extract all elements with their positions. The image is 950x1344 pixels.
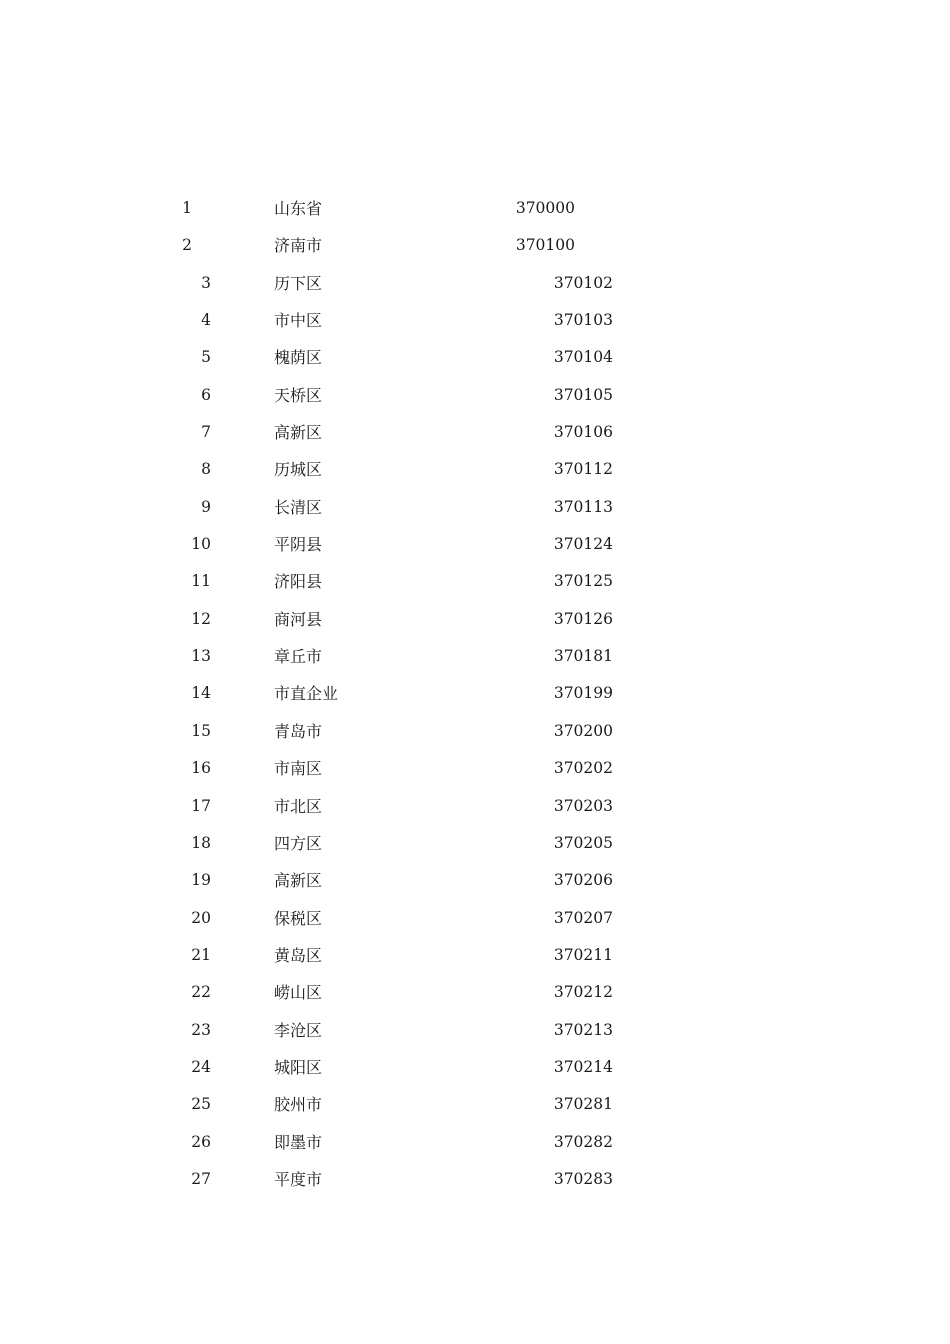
region-name: 济阳县 (274, 572, 323, 592)
table-row (0, 489, 950, 526)
region-code: 370200 (553, 721, 613, 740)
row-number: 10 (191, 535, 211, 554)
region-code: 370281 (553, 1095, 613, 1114)
region-code: 370213 (553, 1020, 613, 1039)
row-number: 15 (191, 721, 211, 740)
region-code: 370126 (553, 609, 613, 628)
row-number: 6 (201, 385, 211, 404)
table-row (0, 265, 950, 302)
region-name: 市南区 (274, 759, 323, 779)
row-number: 26 (191, 1132, 211, 1151)
region-name: 槐荫区 (274, 348, 323, 368)
table-row (0, 638, 950, 675)
table-row (0, 451, 950, 488)
row-number: 7 (201, 423, 211, 442)
region-code: 370211 (553, 945, 613, 964)
region-code: 370100 (515, 236, 575, 255)
region-name: 平阴县 (274, 535, 323, 555)
region-code: 370113 (553, 497, 613, 516)
row-number: 25 (191, 1095, 211, 1114)
region-code: 370112 (553, 460, 613, 479)
table-row (0, 414, 950, 451)
table-row (0, 1049, 950, 1086)
row-number: 23 (191, 1020, 211, 1039)
region-code: 370203 (553, 796, 613, 815)
row-number: 11 (191, 572, 211, 591)
table-row (0, 526, 950, 563)
region-code: 370125 (553, 572, 613, 591)
table-row (0, 563, 950, 600)
table-row (0, 675, 950, 712)
region-name: 山东省 (274, 199, 323, 218)
region-name: 市中区 (274, 311, 323, 331)
region-code: 370205 (553, 833, 613, 852)
row-number: 5 (201, 348, 211, 367)
table-row (0, 339, 950, 376)
region-code: 370106 (553, 423, 613, 442)
region-code: 370214 (553, 1057, 613, 1076)
region-name: 历下区 (274, 273, 323, 293)
row-number: 12 (191, 609, 211, 628)
region-name: 高新区 (274, 871, 323, 891)
region-name: 胶州市 (274, 1095, 323, 1115)
table-row (0, 825, 950, 862)
table-row (0, 601, 950, 638)
region-name: 济南市 (274, 236, 323, 256)
region-code: 370104 (553, 348, 613, 367)
region-code: 370103 (553, 311, 613, 330)
region-name: 李沧区 (274, 1020, 323, 1040)
row-number: 4 (201, 311, 211, 330)
region-name: 商河县 (274, 609, 323, 629)
table-row (0, 1161, 950, 1198)
region-code-table (0, 190, 950, 1198)
table-row (0, 900, 950, 937)
region-name: 四方区 (274, 833, 323, 853)
region-code: 370124 (553, 535, 613, 554)
row-number: 18 (191, 833, 211, 852)
table-row (0, 713, 950, 750)
table-row (0, 1012, 950, 1049)
region-code: 370283 (553, 1169, 613, 1188)
row-number: 19 (191, 871, 211, 890)
region-code: 370282 (553, 1132, 613, 1151)
region-name: 即墨市 (274, 1132, 323, 1152)
region-name: 市直企业 (274, 684, 339, 704)
region-code: 370207 (553, 908, 613, 927)
row-number: 16 (191, 759, 211, 778)
region-name: 天桥区 (274, 385, 323, 405)
region-code: 370105 (553, 385, 613, 404)
row-number: 22 (191, 983, 211, 1002)
region-name: 城阳区 (274, 1057, 323, 1077)
region-code: 370212 (553, 983, 613, 1002)
row-number: 14 (191, 684, 211, 703)
row-number: 27 (191, 1169, 211, 1188)
region-name: 平度市 (274, 1169, 323, 1189)
region-name: 青岛市 (274, 721, 323, 741)
table-row (0, 862, 950, 899)
region-name: 长清区 (274, 497, 323, 517)
region-name: 黄岛区 (274, 945, 323, 965)
region-name: 高新区 (274, 423, 323, 443)
region-code: 370181 (553, 647, 613, 666)
row-number: 13 (191, 647, 211, 666)
region-name: 市北区 (274, 796, 323, 816)
region-name: 崂山区 (274, 983, 323, 1003)
table-row (0, 377, 950, 414)
region-name: 章丘市 (274, 647, 323, 667)
row-number: 3 (201, 273, 211, 292)
table-row (0, 974, 950, 1011)
table-row (0, 302, 950, 339)
region-name: 保税区 (274, 908, 323, 928)
table-row (0, 937, 950, 974)
table-row (0, 1124, 950, 1161)
region-code: 370202 (553, 759, 613, 778)
table-row (0, 750, 950, 787)
row-number: 8 (201, 460, 211, 479)
table-row (0, 1086, 950, 1123)
row-number: 20 (191, 908, 211, 927)
region-code: 370206 (553, 871, 613, 890)
row-number: 1 (182, 199, 192, 217)
region-code: 370000 (515, 199, 575, 217)
table-row (0, 788, 950, 825)
row-number: 9 (201, 497, 211, 516)
row-number: 21 (191, 945, 211, 964)
table-row (0, 227, 950, 264)
region-code: 370199 (553, 684, 613, 703)
row-number: 2 (182, 236, 192, 255)
table-row (0, 190, 950, 227)
row-number: 17 (191, 796, 211, 815)
region-name: 历城区 (274, 460, 323, 480)
row-number: 24 (191, 1057, 211, 1076)
region-code: 370102 (553, 273, 613, 292)
